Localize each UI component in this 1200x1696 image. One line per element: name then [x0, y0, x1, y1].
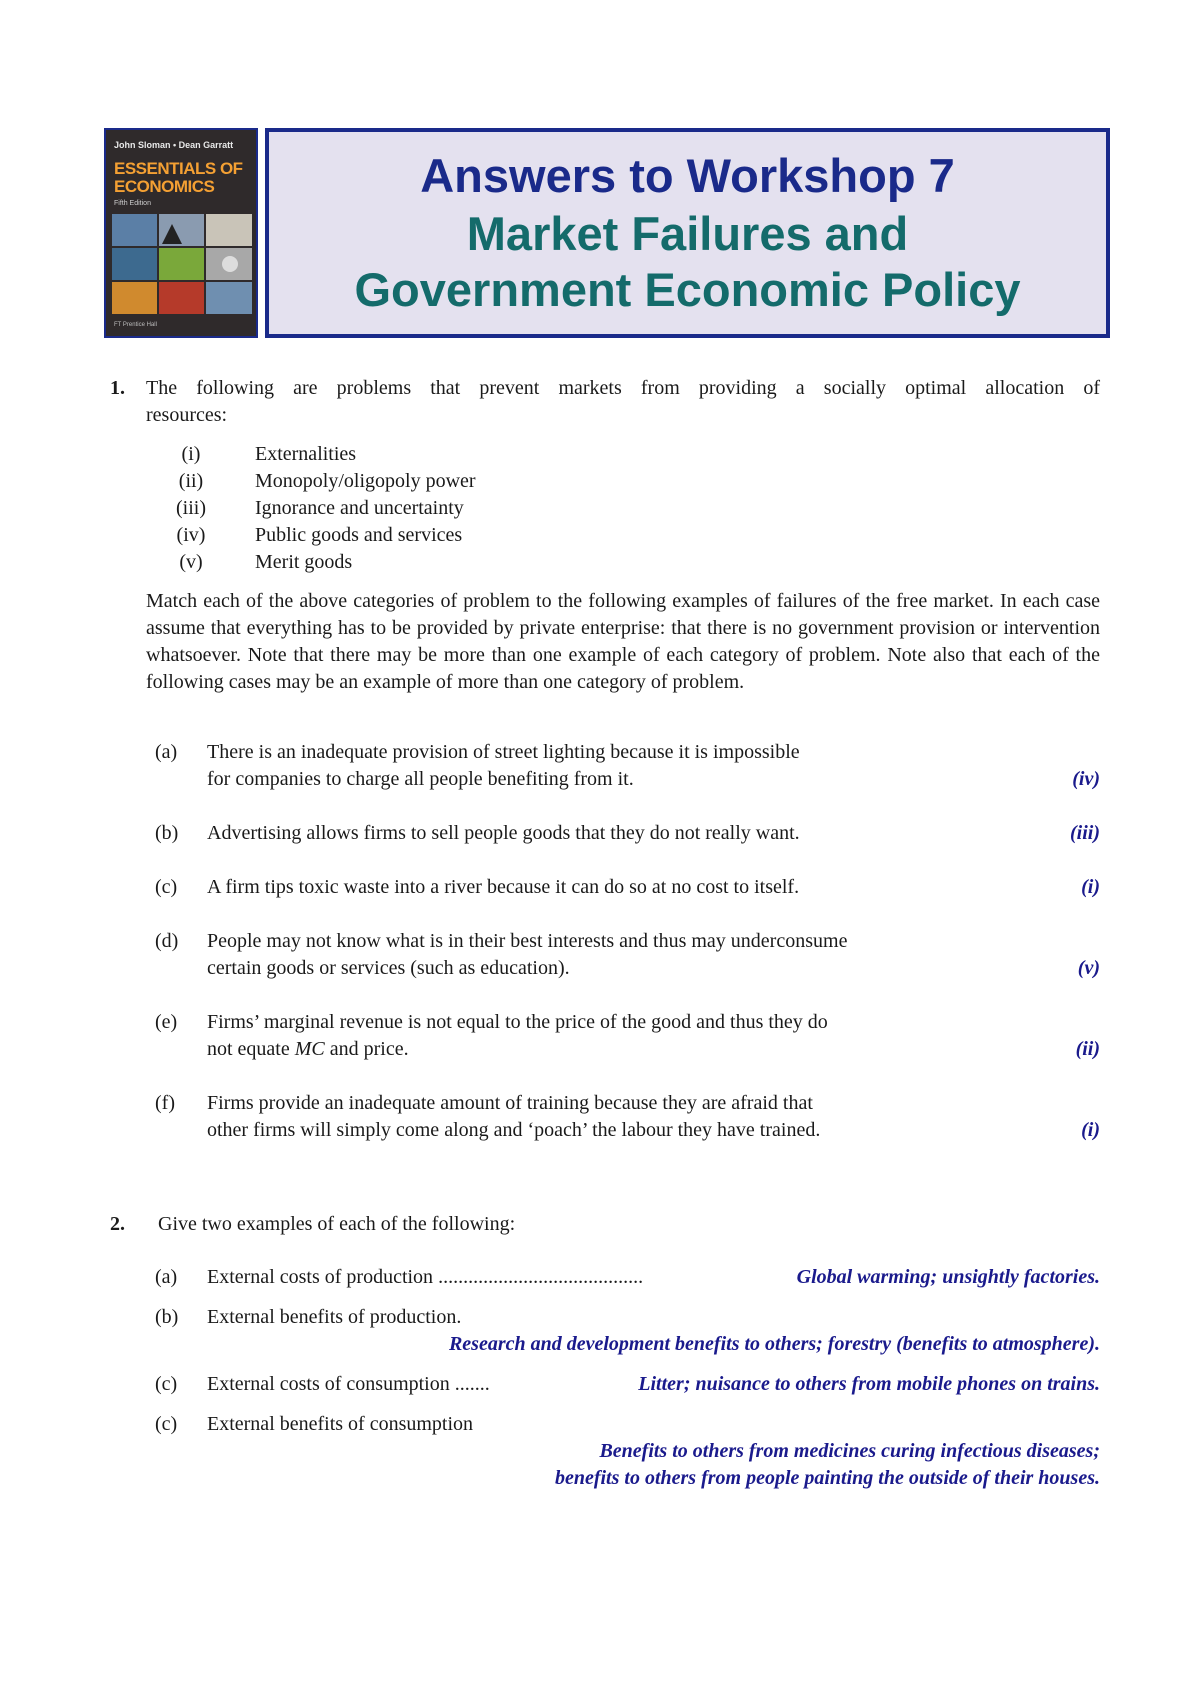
case-text-post: and price. — [324, 1038, 409, 1060]
example-letter: (c) — [155, 1413, 178, 1435]
category-numeral: (v) — [179, 551, 203, 573]
case-letter: (b) — [155, 822, 179, 844]
example-text — [207, 1264, 643, 1291]
example-label: External costs of production — [207, 1266, 434, 1288]
case-text-line2 — [207, 1036, 409, 1063]
example-text — [207, 1371, 490, 1398]
example-label: External benefits of production. — [207, 1306, 462, 1328]
question-1-intro-line2: resources: — [146, 404, 228, 426]
category-numeral: (i) — [181, 443, 201, 465]
cover-authors: John Sloman • Dean Garratt — [114, 140, 234, 150]
cover-title-line1: ESSENTIALS OF — [114, 159, 243, 178]
category-text: Externalities — [255, 443, 357, 465]
cover-publisher: FT Prentice Hall — [114, 322, 157, 328]
example-label: External costs of consumption — [207, 1373, 450, 1395]
case-answer: (i) — [1081, 1119, 1100, 1141]
case-answer: (iv) — [1072, 768, 1100, 790]
case-text-line1: Advertising allows firms to sell people goods that they do not really want. — [207, 822, 800, 844]
case-text-line2: certain goods or services (such as education). — [207, 957, 570, 979]
example-answer: Global warming; unsightly factories. — [796, 1266, 1100, 1288]
case-text-line1: Firms’ marginal revenue is not equal to the price of the good and thus they do — [207, 1011, 828, 1033]
question-2-number: 2. — [110, 1213, 125, 1235]
example-letter: (a) — [155, 1266, 178, 1288]
case-text-mc: MC — [294, 1038, 325, 1060]
case-answer: (v) — [1077, 957, 1100, 979]
cover-title-line2: ECONOMICS — [114, 177, 215, 196]
case-text-line1: Firms provide an inadequate amount of training because they are afraid that — [207, 1092, 813, 1114]
case-text-line2: for companies to charge all people benefiting from it. — [207, 768, 634, 790]
example-answer: Research and development benefits to others; forestry (benefits to atmosphere). — [448, 1333, 1100, 1355]
page-subtitle-line2: Government Economic Policy — [354, 263, 1021, 316]
question-1-instructions: Match each of the above categories of problem to the following examples of failures of the free market. In each case assume that everything has to be provided by private enterprise: that there is no government provision or intervention whatsoever. Note that there may be more than one example of each category of problem. Note also that each of the following cases may be an example of more than one category of problem. — [146, 590, 1100, 693]
leader-dots: ....... — [449, 1373, 490, 1395]
category-numeral: (iii) — [176, 497, 206, 519]
case-letter: (e) — [155, 1011, 178, 1033]
case-letter: (f) — [155, 1092, 175, 1114]
case-answer: (ii) — [1075, 1038, 1100, 1060]
category-text: Monopoly/oligopoly power — [255, 470, 476, 492]
category-text: Public goods and services — [255, 524, 463, 546]
cover-photo-collage — [112, 214, 252, 314]
book-cover-image — [104, 128, 258, 338]
example-label: External benefits of consumption — [207, 1413, 474, 1435]
example-answer-line1: Benefits to others from medicines curing infectious diseases; — [599, 1440, 1100, 1462]
title-banner — [265, 128, 1110, 338]
cover-title — [114, 160, 243, 196]
question-1-intro-line1: The following are problems that prevent markets from providing a socially optimal allocation of — [146, 377, 1100, 399]
case-text-line2: other firms will simply come along and ‘poach’ the labour they have trained. — [207, 1119, 821, 1141]
question-2-intro: Give two examples of each of the following: — [158, 1213, 516, 1235]
case-letter: (a) — [155, 741, 178, 763]
category-text: Merit goods — [255, 551, 353, 573]
case-text-line1: A firm tips toxic waste into a river because it can do so at no cost to itself. — [207, 876, 800, 898]
case-answer: (iii) — [1070, 822, 1100, 844]
example-letter: (c) — [155, 1373, 178, 1395]
case-text-line1: People may not know what is in their best interests and thus may underconsume — [207, 930, 848, 952]
case-text-pre: not equate — [207, 1038, 295, 1060]
example-answer: Litter; nuisance to others from mobile phones on trains. — [638, 1373, 1100, 1395]
category-numeral: (ii) — [178, 470, 204, 492]
case-answer: (i) — [1081, 876, 1100, 898]
question-1-number: 1. — [110, 377, 125, 399]
category-text: Ignorance and uncertainty — [255, 497, 464, 519]
example-letter: (b) — [155, 1306, 179, 1328]
page-subtitle-line1: Market Failures and — [466, 207, 909, 260]
page-title: Answers to Workshop 7 — [420, 149, 955, 202]
case-letter: (d) — [155, 930, 179, 952]
category-numeral: (iv) — [176, 524, 206, 546]
case-text-line1: There is an inadequate provision of street lighting because it is impossible — [207, 741, 800, 763]
cover-edition: Fifth Edition — [114, 200, 151, 207]
example-answer-line2: benefits to others from people painting the outside of their houses. — [554, 1467, 1100, 1489]
case-letter: (c) — [155, 876, 178, 898]
leader-dots: ......................................... — [433, 1266, 644, 1288]
